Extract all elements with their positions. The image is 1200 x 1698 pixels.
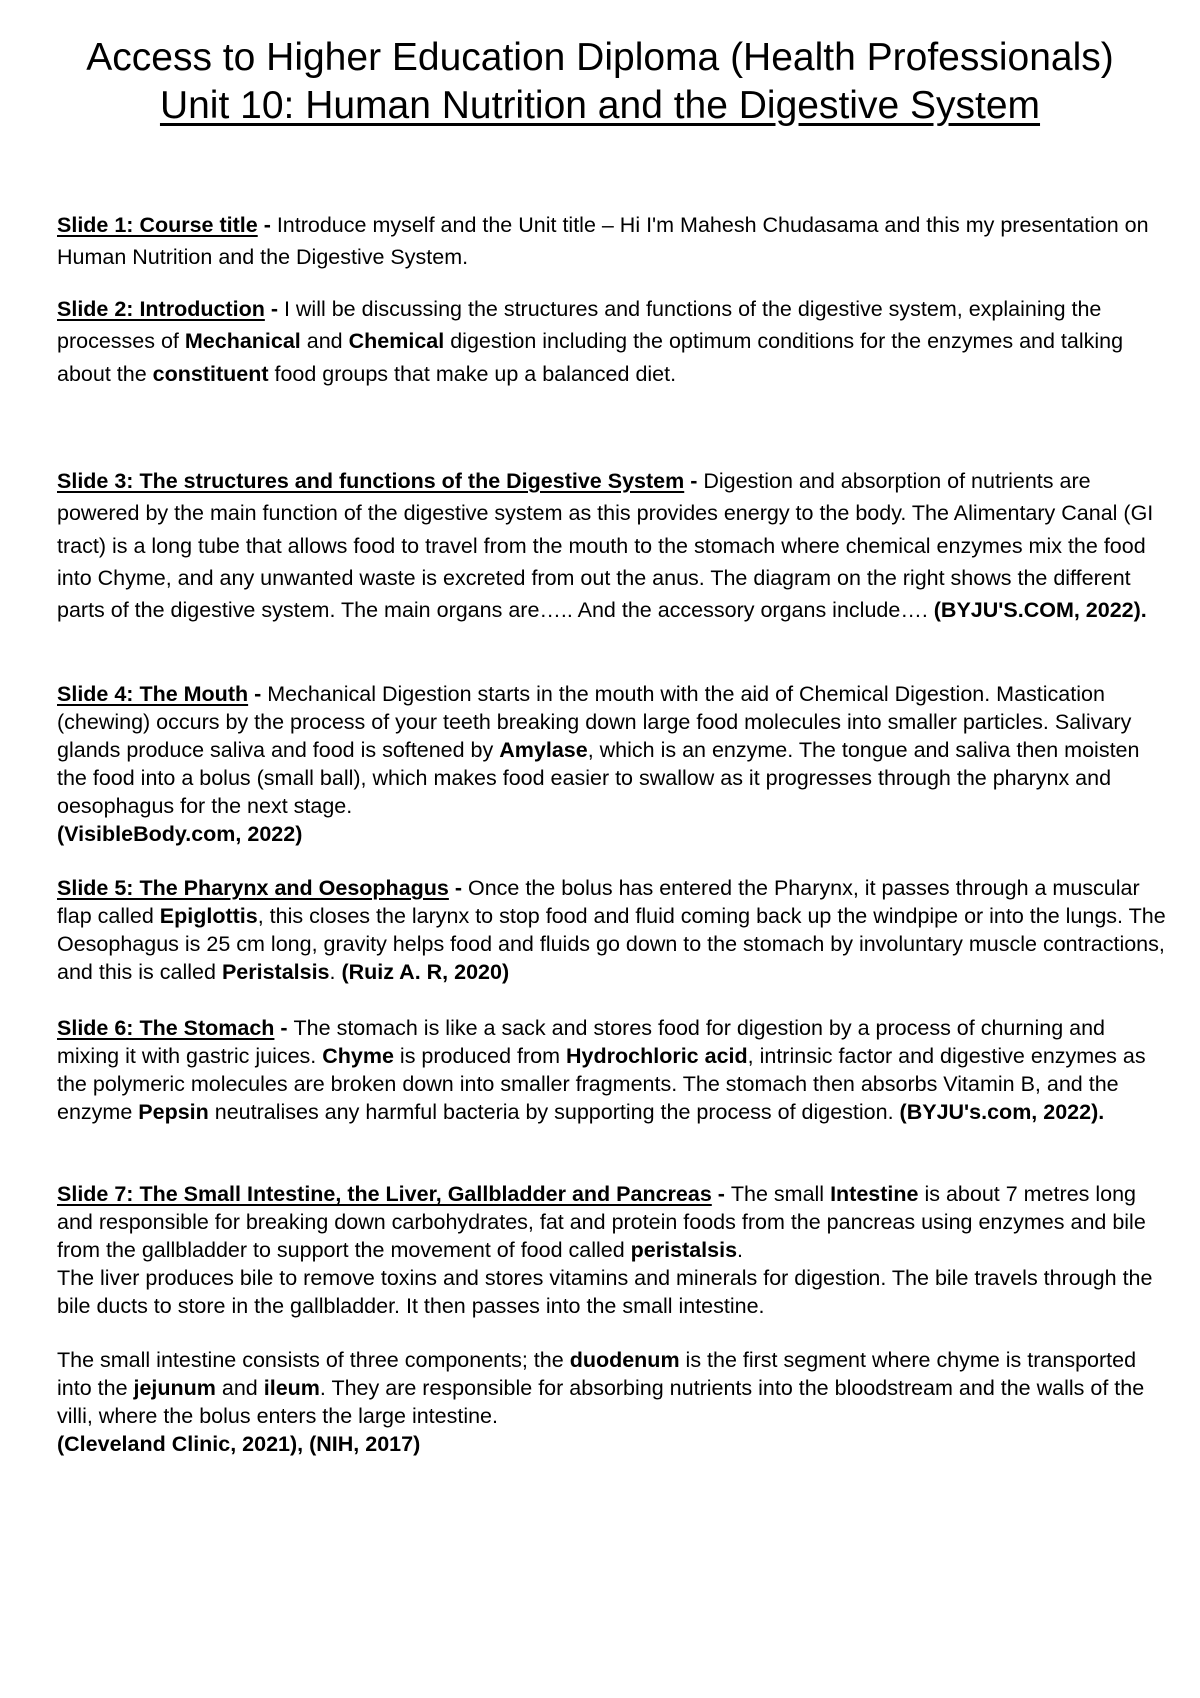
- slide-7-dash: -: [711, 1182, 731, 1206]
- slide-7-text-1: The small: [730, 1182, 831, 1206]
- slide-2-bold-constituent: constituent: [152, 361, 269, 386]
- slide-6-text-4: neutralises any harmful bacteria by supporting the process of digestion.: [208, 1100, 900, 1124]
- slide-6-citation: (BYJU's.com, 2022).: [899, 1100, 1105, 1124]
- slide-7-text-3: .: [737, 1238, 744, 1262]
- slide-7b-bold-ileum: ileum: [263, 1376, 320, 1400]
- slide-6-bold-chyme: Chyme: [322, 1044, 394, 1068]
- slide-4-dash: -: [248, 682, 268, 706]
- slide-5-citation: (Ruiz A. R, 2020): [341, 960, 510, 984]
- slide-5-heading: Slide 5: The Pharynx and Oesophagus: [57, 876, 449, 900]
- slide-2-dash: -: [264, 297, 284, 321]
- slide-5-text-3: .: [329, 960, 342, 984]
- slide-5-text-2: , this closes the larynx to stop food and fluid coming back up the windpipe or into the lungs. The Oesophagus is 25 cm long, gravity helps food and fluids go down to the stomach by involuntary muscle contractions, and this is called: [57, 904, 1166, 984]
- slide-2-bold-chemical: Chemical: [348, 329, 445, 354]
- slide-5-paragraph: [57, 874, 1167, 986]
- slide-3-citation: (BYJU'S.COM, 2022).: [933, 598, 1147, 623]
- slide-1-dash: -: [257, 213, 277, 237]
- slide-6-bold-pepsin: Pepsin: [138, 1100, 209, 1124]
- slide-7-bold-intestine: Intestine: [830, 1182, 919, 1206]
- slide-4-text-2: , which is an enzyme. The tongue and saliva then moisten the food into a bolus (small ball), which makes food easier to swallow as it progresses through the pharynx and oesophagus for the next stage.: [57, 738, 1140, 818]
- slide-2-text-4: food groups that make up a balanced diet.: [268, 361, 677, 386]
- slide-6-dash: -: [274, 1016, 294, 1040]
- slide-1-paragraph: [57, 209, 1167, 274]
- slide-6-paragraph: [57, 1014, 1167, 1126]
- slide-1-heading: Slide 1: Course title: [57, 213, 258, 237]
- slide-7-bold-peristalsis: peristalsis: [630, 1238, 738, 1262]
- slide-4-bold-amylase: Amylase: [499, 738, 588, 762]
- slide-6-text-3: , intrinsic factor and digestive enzymes as the polymeric molecules are broken down into smaller fragments. The stomach then absorbs Vitamin B, and the enzyme: [57, 1044, 1146, 1124]
- slide-7b-text-3: and: [215, 1376, 264, 1400]
- slide-6-text-2: is produced from: [393, 1044, 567, 1068]
- slide-2-heading: Slide 2: Introduction: [57, 297, 265, 321]
- slide-7-text-2: is about 7 metres long and responsible for breaking down carbohydrates, fat and protein foods from the pancreas using enzymes and bile from the gallbladder to support the movement of food called: [57, 1182, 1146, 1262]
- slide-4-text-1: Mechanical Digestion starts in the mouth with the aid of Chemical Digestion. Mastication (chewing) occurs by the process of your teeth breaking down large food molecules into smaller particles. Salivary glands produce saliva and food is softened by: [57, 682, 1132, 762]
- slide-5-bold-peristalsis: Peristalsis: [221, 960, 330, 984]
- slide-6-heading: Slide 6: The Stomach: [57, 1016, 275, 1040]
- slide-3-heading: Slide 3: The structures and functions of the Digestive System: [57, 469, 685, 493]
- slide-5-text-1: Once the bolus has entered the Pharynx, it passes through a muscular flap called: [57, 876, 1140, 928]
- document-title: Access to Higher Education Diploma (Health Professionals): [86, 36, 1114, 79]
- slide-7-paragraph: [57, 1180, 1167, 1320]
- slide-1-text: Introduce myself and the Unit title – Hi I'm Mahesh Chudasama and this my presentation on Human Nutrition and the Digestive System.: [57, 213, 1149, 270]
- slide-4-citation: (VisibleBody.com, 2022): [57, 822, 303, 846]
- slide-5-dash: -: [448, 876, 468, 900]
- slide-4-heading: Slide 4: The Mouth: [57, 682, 249, 706]
- slide-3-paragraph: [57, 465, 1167, 626]
- slide-7b-bold-duodenum: duodenum: [569, 1348, 680, 1372]
- slide-6-bold-hydrochloric-acid: Hydrochloric acid: [566, 1044, 748, 1068]
- slide-7b-text-2: is the first segment where chyme is transported into the: [57, 1348, 1137, 1400]
- slide-2-text-3: digestion including the optimum conditions for the enzymes and talking about the: [57, 329, 1124, 386]
- slide-7-continuation-paragraph: [57, 1346, 1167, 1458]
- slide-7b-citation: (Cleveland Clinic, 2021), (NIH, 2017): [57, 1432, 421, 1456]
- slide-7-text-4: The liver produces bile to remove toxins and stores vitamins and minerals for digestion. The bile travels through the bile ducts to store in the gallbladder. It then passes into the small intestine.: [57, 1266, 1153, 1318]
- slide-7-heading: Slide 7: The Small Intestine, the Liver, Gallbladder and Pancreas: [57, 1182, 712, 1206]
- slide-2-paragraph: [57, 293, 1167, 390]
- slide-7b-text-4: . They are responsible for absorbing nutrients into the bloodstream and the walls of the villi, where the bolus enters the large intestine.: [57, 1376, 1145, 1428]
- slide-4-paragraph: [57, 680, 1167, 848]
- slide-2-text-1: I will be discussing the structures and functions of the digestive system, explaining the processes of: [57, 297, 1102, 354]
- document-subtitle: Unit 10: Human Nutrition and the Digestive System: [159, 84, 1041, 127]
- slide-2-bold-mechanical: Mechanical: [184, 329, 301, 354]
- slide-2-text-2: and: [300, 329, 349, 354]
- slide-3-text: Digestion and absorption of nutrients are powered by the main function of the digestive system as this provides energy to the body. The Alimentary Canal (GI tract) is a long tube that allows food to travel from the mouth to the stomach where chemical enzymes mix the food into Chyme, and any unwanted waste is excreted from out the anus. The diagram on the right shows the different parts of the digestive system. The main organs are….. And the accessory organs include….: [57, 469, 1154, 623]
- slide-7b-text-1: The small intestine consists of three components; the: [57, 1348, 570, 1372]
- slide-6-text-1: The stomach is like a sack and stores food for digestion by a process of churning and mixing it with gastric juices.: [57, 1016, 1106, 1068]
- slide-5-bold-epiglottis: Epiglottis: [159, 904, 258, 928]
- slide-7b-bold-jejunum: jejunum: [133, 1376, 216, 1400]
- slide-3-dash: -: [684, 469, 704, 493]
